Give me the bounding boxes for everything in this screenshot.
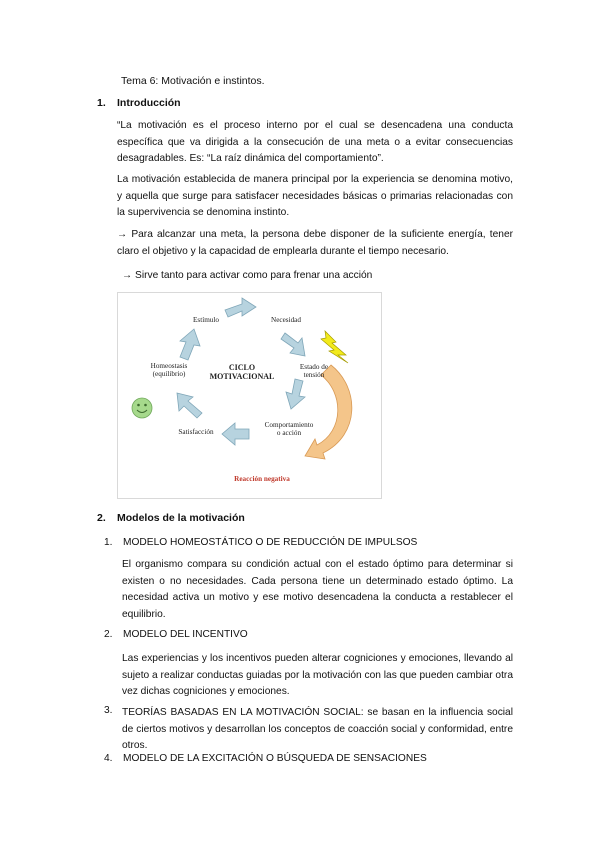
section-2-number: 2. bbox=[97, 512, 106, 524]
section-2-heading bbox=[97, 512, 245, 524]
label-estado-line2: tensión bbox=[303, 371, 325, 379]
label-comportamiento-line2: o acción bbox=[276, 429, 302, 437]
model-3-item bbox=[104, 705, 513, 755]
negative-reaction-arrow bbox=[305, 365, 352, 459]
arrow-estado-comportamiento bbox=[286, 379, 305, 409]
smiley-face-icon bbox=[132, 398, 152, 418]
label-estado-tension bbox=[283, 363, 345, 379]
label-ciclo: CICLO bbox=[228, 363, 256, 372]
motivational-cycle-diagram bbox=[118, 293, 381, 498]
label-homeostasis-line2: (equilibrio) bbox=[152, 370, 186, 378]
label-ciclo-motivacional bbox=[202, 363, 282, 381]
label-reaccion-negativa: Reacción negativa bbox=[234, 475, 290, 483]
label-comportamiento bbox=[253, 421, 325, 437]
arrow-satisfaccion-homeostasis bbox=[177, 393, 202, 418]
model-4-heading bbox=[104, 753, 427, 764]
section-1-number: 1. bbox=[97, 97, 106, 109]
model-2-number: 2. bbox=[104, 629, 113, 640]
intro-paragraph-motivo: La motivación establecida de manera principal por la experiencia se denomina motivo, y aquella que surge para satisfacer necesidades básicas o primarias relacionadas con la supervivencia se denomina instinto. bbox=[117, 174, 513, 218]
page-title: Tema 6: Motivación e instintos. bbox=[121, 75, 265, 87]
label-estimulo: Estímulo bbox=[193, 316, 219, 324]
motivational-cycle-figure bbox=[117, 292, 382, 499]
label-homeostasis-line1: Homeostasis bbox=[150, 362, 188, 370]
section-1-heading bbox=[97, 97, 181, 109]
section-2-title: Modelos de la motivación bbox=[117, 512, 245, 524]
arrow-homeostasis-estimulo bbox=[180, 329, 200, 360]
label-homeostasis bbox=[138, 362, 200, 378]
arrow-estimulo-necesidad bbox=[225, 298, 256, 317]
model-4-title: MODELO DE LA EXCITACIÓN O BÚSQUEDA DE SENSACIONES bbox=[123, 753, 427, 764]
intro-paragraph-accion: → Sirve tanto para activar como para frenar una acción bbox=[122, 270, 373, 281]
intro-quote: “La motivación es el proceso interno por el cual se desencadena una conducta específica que va dirigida a la consecución de una meta o a evitar consecuencias desagradables. Es: “La raíz dinámica del comportamiento”. bbox=[117, 120, 513, 164]
model-1-text: El organismo compara su condición actual con el estado óptimo para determinar si existen o no necesidades. Cada persona tiene un determinado estado óptimo. La necesidad activa un motivo y ese motivo desencadena la conducta a restablecer el equilibrio. bbox=[122, 559, 513, 620]
arrow-necesidad-estado bbox=[281, 333, 305, 356]
section-1-title: Introducción bbox=[117, 97, 181, 109]
model-4-number: 4. bbox=[104, 753, 113, 764]
label-comportamiento-line1: Comportamiento bbox=[264, 421, 314, 429]
model-1-title: MODELO HOMEOSTÁTICO O DE REDUCCIÓN DE IMPULSOS bbox=[123, 537, 418, 548]
label-estado-line1: Estado de bbox=[299, 363, 329, 371]
label-necesidad: Necesidad bbox=[271, 316, 301, 324]
intro-paragraph-energia: → Para alcanzar una meta, la persona debe disponer de la suficiente energía, tener claro el objetivo y la capacidad de emplearla durante el tiempo necesario. bbox=[117, 229, 513, 257]
model-3-text: TEORÍAS BASADAS EN LA MOTIVACIÓN SOCIAL: se basan en la influencia social de ciertos motivos y desarrollan los conceptos de coacción social y conformidad, entre otros. bbox=[122, 707, 513, 751]
model-2-heading bbox=[104, 629, 248, 640]
label-satisfaccion: Satisfacción bbox=[178, 428, 214, 436]
model-2-title: MODELO DEL INCENTIVO bbox=[123, 629, 248, 640]
model-1-heading bbox=[104, 537, 417, 548]
model-3-number: 3. bbox=[104, 705, 113, 716]
model-2-text: Las experiencias y los incentivos pueden alterar cogniciones y emociones, llevando al sujeto a realizar conductas guiadas por la motivación con las que pueden cambiar otra vez dichas cogniciones y emociones. bbox=[122, 653, 513, 697]
model-1-number: 1. bbox=[104, 537, 113, 548]
lightning-bolt-icon bbox=[321, 331, 348, 363]
label-motivacional: MOTIVACIONAL bbox=[209, 372, 275, 381]
